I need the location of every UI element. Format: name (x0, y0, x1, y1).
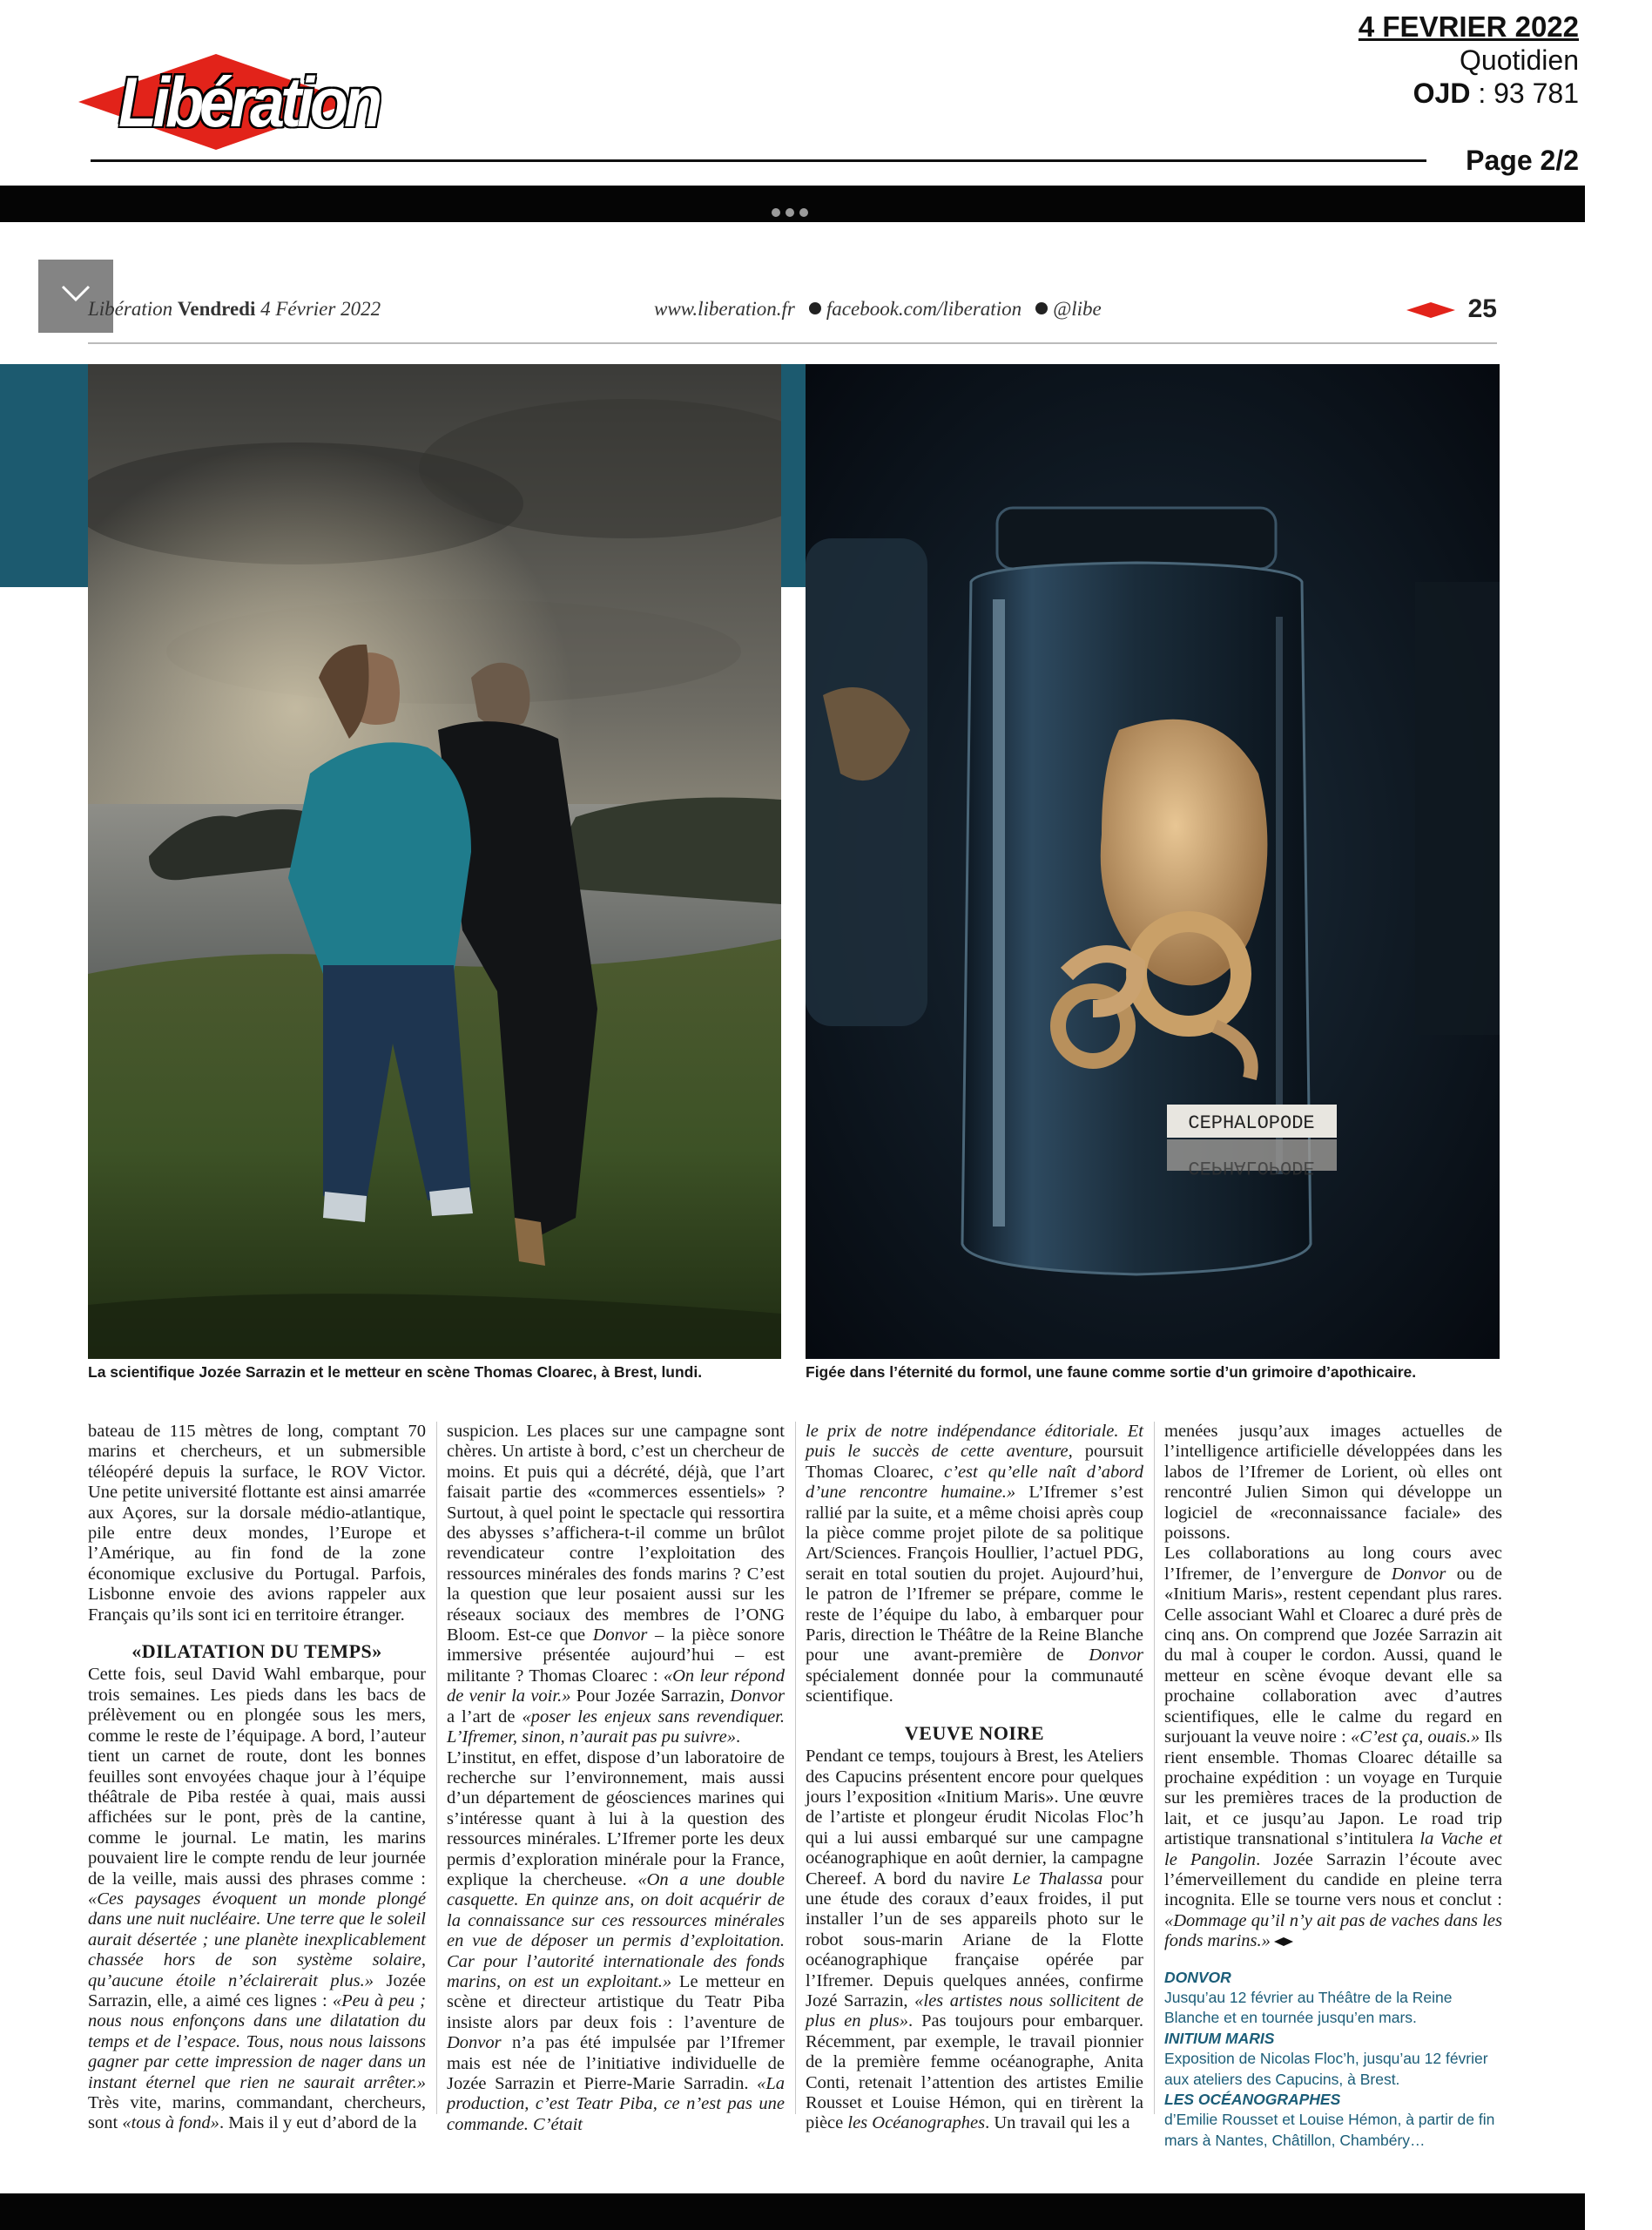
more-options-icon[interactable] (772, 206, 813, 221)
clipping-date: 4 FEVRIER 2022 (1358, 10, 1579, 43)
specimen-jar-photo (806, 364, 1500, 1359)
infobox-detail: Jusqu’au 12 février au Théâtre de la Reine Blanche et en tournée jusqu’en mars. (1164, 1988, 1453, 2027)
quote: «poser les enjeux sans revendiquer. L’Ifremer, sinon, n’aurait pas pu suivre» (447, 1706, 785, 1747)
folio-date: 4 Février 2022 (260, 298, 381, 320)
column-rule (795, 1422, 796, 2114)
clipping-ojd (1413, 78, 1579, 110)
page-number: 25 (1467, 294, 1497, 323)
ojd-label: OJD (1413, 78, 1471, 109)
logo-wordmark: Libération (118, 64, 379, 142)
infobox-detail: Exposition de Nicolas Floc’h, jusqu’au 12 février aux ateliers des Capucins, à Brest. (1164, 2050, 1488, 2088)
article-end-mark-icon (1274, 1937, 1293, 1946)
paragraph: menées jusqu’aux images actuelles de l’intelligence artificielle développées dans les labos de l’Ifremer de Lorient, où elles ont rencontré Julien Simon qui développe un logiciel de «reconnaissance faciale» des poissons. (1164, 1422, 1502, 1544)
paragraph: Cette fois, seul David Wahl embarque, pour trois semaines. Les pieds dans les bacs de prélèvement ou en plongée sous les mers, comme le reste de l’équipage. A bord, l’auteur tient un carnet de route, dont les bonnes feuilles sont envoyées chaque jour à l’équipe théâtrale de Piba restée à quai, mais aussi affichées sur le pont, près de la cantine, comme le journal. Le matin, les marins pouvaient lire le compte rendu de leur journée de la veille, mais aussi des phrases comme : «Ces paysages évoquent un monde plongé dans une nuit nucléaire. Une terre que le soleil aurait désertée ; une planète inexplicablement chassée hors de son système solaire, qu’aucune étoile n’éclairerait plus.» Jozée Sarrazin, elle, a aimé ces lignes : «Peu à peu ; nous nous enfonçons dans une dilatation du temps et de l’espace. Tous, nous nous laissons gagner par cette impression de nager dans un instant éternel que rien ne saurait arrêter.» Très vite, marins, commandant, chercheurs, sont «tous à fond». Mais il y eut d’abord de la (88, 1665, 426, 2133)
article-column-1 (88, 1422, 426, 2134)
column-rule (436, 1422, 437, 2114)
quote: «Ces paysages évoquent un monde plongé dans une nuit nucléaire. Une terre que le soleil aurait désertée ; une planète inexplicablement chassée hors de son système solaire, qu’aucune étoile n’éclairerait plus.» (88, 1889, 426, 1990)
quote: «La production, c’est Teatr Piba, ce n’est pas une commande. C’était (447, 2074, 785, 2134)
event-infobox (1164, 1968, 1502, 2152)
folio-twitter[interactable]: @libe (1053, 298, 1102, 320)
ojd-value: : 93 781 (1470, 78, 1579, 109)
paragraph: suspicion. Les places sur une campagne sont chères. Un artiste à bord, c’est un chercheur de moins. Et puis qui a décrété, déjà, que l’art faisait partie des «commerces essentiels» ? Surtout, à quel point le spectacle qui ressortira des abysses s’affichera-t-il comme un brûlot revendicateur contre l’exploitation des ressources minérales des fonds marins ? C’est la question que leur posaient aussi sur les réseaux sociaux des membres de l’ONG Bloom. Est-ce que Donvor – la pièce sonore immersive présentée aujourd’hui – est militante ? Thomas Cloarec : «On leur répond de venir la voir.» Pour Jozée Sarrazin, Donvor a l’art de «poser les enjeux sans revendiquer. L’Ifremer, sinon, n’aurait pas pu suivre». (447, 1422, 785, 1747)
quote: «les artistes nous sollicitent de plus en plus» (806, 1990, 1143, 2031)
portrait-photo (88, 364, 781, 1359)
twitter-icon (1035, 302, 1048, 314)
quote: «On leur répond de venir la voir.» (447, 1666, 785, 1706)
paragraph: L’institut, en effet, dispose d’un laboratoire de recherche sur l’environnement, mais aussi d’un département de géosciences marines qui s’intéresse quant à lui à la question des ressources minérales. L’Ifremer porte les deux permis d’exploration minérale pour la France, explique la chercheuse. «On a une double casquette. En quinze ans, on doit acquérir de la connaissance sur ces ressources minérales en vue de déposer un permis d’exploitation. Car pour l’autorité internationale des fonds marins, on est un exploitant.» Le metteur en scène et directeur artistique du Teatr Piba insiste alors par deux fois : l’aventure de Donvor n’a pas été impulsée par l’Ifremer mais est née de l’initiative individuelle de Jozée Sarrazin et Pierre-Marie Sarradin. «La production, c’est Teatr Piba, ce n’est pas une commande. C’était (447, 1747, 786, 2134)
quote: c’est qu’elle naît d’abord d’une rencontre humaine.» (806, 1462, 1143, 1503)
facebook-icon (809, 302, 821, 314)
page-marker-icon (1406, 302, 1455, 318)
jar-label-reflection: CEPHALOPODE (1188, 1156, 1315, 1178)
article-column-2 (447, 1422, 785, 2135)
chevron-down-icon (60, 284, 91, 303)
clipping-frequency: Quotidien (1460, 44, 1579, 76)
folio-rule (88, 342, 1497, 344)
paragraph: bateau de 115 mètres de long, comptant 70 marins et chercheurs, et un submersible téléopéré depuis la surface, le ROV Victor. Une petite université flottante est ainsi amarrée aux Açores, sur la dorsale médio-atlantique, pile entre deux mondes, l’Europe et l’Amérique, au fin fond de la zone économique exclusive du Portugal. Parfois, Lisbonne envoie des avions rappeler aux Français qu’ils sont ici en territoire étranger. (88, 1422, 426, 1625)
folio-day: Vendredi (177, 298, 256, 320)
header-rule (91, 159, 1426, 162)
liberation-logo (78, 54, 379, 150)
folio-title: Libération (88, 298, 173, 320)
clipping-page-indicator: Page 2/2 (1466, 145, 1579, 176)
viewer-bottom-bar (0, 2193, 1585, 2230)
quote: le prix de notre indépendance éditoriale. Et puis le succès de cette aventure, (806, 1422, 1143, 1462)
portrait-photo-caption: La scientifique Jozée Sarrazin et le metteur en scène Thomas Cloarec, à Brest, lundi. (88, 1363, 703, 1381)
paragraph: le prix de notre indépendance éditoriale. Et puis le succès de cette aventure, poursuit Thomas Cloarec, c’est qu’elle naît d’abord d’une rencontre humaine.» L’Ifremer s’est rallié par la suite, et a même choisi après coup la pièce comme projet pilote de sa politique Art/Sciences. François Houllier, l’actuel PDG, serait en total soutien du projet. Aujourd’hui, le patron de l’Ifremer se prépare, comme le reste de l’équipe du labo, à embarquer pour Paris, direction le Théâtre de la Reine Blanche pour une avant-première de Donvor spécialement donnée pour la communauté scientifique. (806, 1422, 1144, 1706)
folio-website[interactable]: www.liberation.fr (654, 298, 795, 320)
folio-facebook[interactable]: facebook.com/liberation (826, 298, 1022, 320)
quote: «tous à fond» (122, 2113, 219, 2133)
paragraph: Pendant ce temps, toujours à Brest, les Ateliers des Capucins présentent encore pour quelques jours l’exposition «Initium Maris». Une œuvre de l’artiste et plongeur érudit Nicolas Floc’h qui a lui aussi embarqué sur une campagne océanographique en août dernier, la campagne Chereef. A bord du navire Le Thalassa pour une étude des coraux d’eaux froides, il put installer l’un de ses appareils photo sur le robot sous-marin Ariane de la Flotte océanographique française opérée par l’Ifremer. Depuis quelques années, confirme Jozé Sarrazin, «les artistes nous sollicitent de plus en plus». Pas toujours pour embarquer. Récemment, par exemple, le travail pionnier de la première femme océanographe, Anita Conti, retenait l’attention des artistes Emilie Rousset et Louise Hémon, qui en tirèrent la pièce les Océanographes. Un travail qui les a (806, 1747, 1144, 2133)
quote: «Peu à peu ; nous nous enfonçons dans une dilatation du temps et de l’espace. Tous, nous nous laissons gagner par cette impression de nager dans un instant éternel que rien ne saurait arrêter.» (88, 1990, 426, 2092)
subheading: VEUVE NOIRE (904, 1721, 1045, 1744)
paragraph: Les collaborations au long cours avec l’Ifremer, de l’envergure de Donvor ou de «Initium Maris», restent cependant plus rares. Celle associant Wahl et Cloarec a duré près de cinq ans. On comprend que Jozée Sarrazin ait du mal à couper le cordon. Aussi, quand le metteur en scène évoque devant elle sa prochaine collaboration avec d’autres scientifiques, elle le calme du regard en surjouant la veuve noire : «C’est ça, ouais.» Ils rient ensemble. Thomas Cloarec détaille sa prochaine expédition : un voyage en Turquie sur les premières traces de la production de lait, et ce jusqu’au Japon. Le road trip artistique transnational s’intitulera la Vache et le Pangolin. Jozée Sarrazin l’écoute avec l’émerveillement du candide en pleine terra incognita. Elle se tourne vers nous et conclut : «Dommage qu’il n’y ait pas de vaches dans les fonds marins.» (1164, 1544, 1503, 1951)
infobox-title: INITIUM MARIS (1164, 2029, 1275, 2047)
infobox-detail: d’Emilie Rousset et Louise Hémon, à partir de fin mars à Nantes, Châtillon, Chambéry… (1164, 2111, 1495, 2149)
subheading: «DILATATION DU TEMPS» (131, 1640, 382, 1663)
specimen-photo-caption: Figée dans l’éternité du formol, une faune comme sortie d’un grimoire d’apothicaire. (806, 1363, 1417, 1381)
article-column-4 (1164, 1422, 1502, 2151)
page-folio (88, 294, 1497, 323)
infobox-title: DONVOR (1164, 1968, 1231, 1986)
infobox-title: LES OCÉANOGRAPHES (1164, 2091, 1341, 2108)
folio-publication (88, 298, 381, 321)
quote: «C’est ça, ouais.» (1351, 1727, 1480, 1747)
quote: «Dommage qu’il n’y ait pas de vaches dans les fonds marins.» (1164, 1910, 1502, 1951)
folio-links (654, 298, 1102, 321)
column-rule (1154, 1422, 1155, 2114)
jar-label-text: CEPHALOPODE (1188, 1112, 1315, 1134)
quote: «On a une double casquette. En quinze ans, on doit acquérir de la connaissance sur ces ressources minérales en vue de déposer un permis d’exploitation. Car pour l’autorité internationale des fonds marins, on est un exploitant.» (447, 1869, 786, 1991)
article-column-3 (806, 1422, 1143, 2134)
